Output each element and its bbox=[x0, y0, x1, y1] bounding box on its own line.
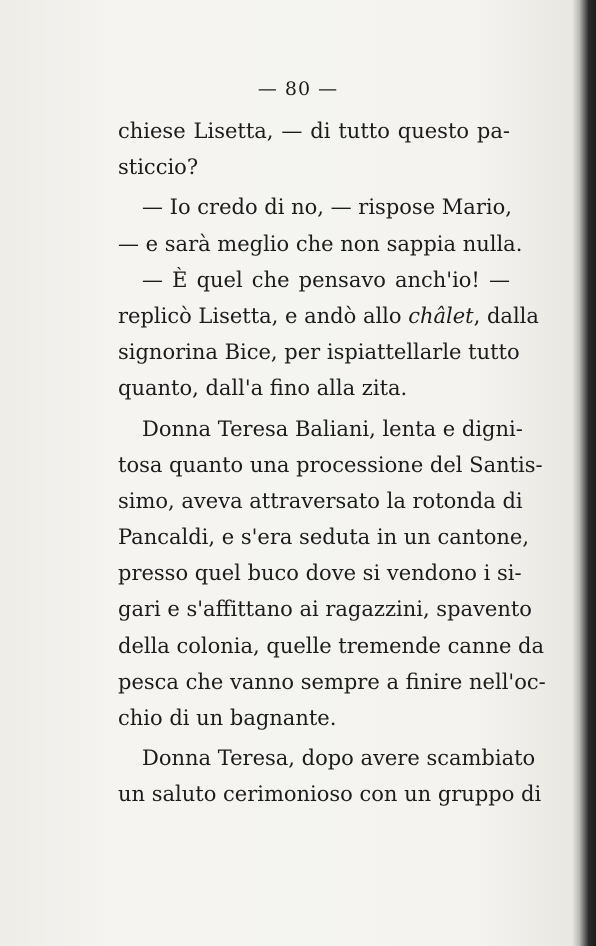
text-line-with-italic bbox=[118, 298, 539, 334]
text-line: — È quel che pensavo anch'io! — bbox=[142, 267, 510, 292]
text-line: chiese Lisetta, — di tutto questo pa- bbox=[118, 119, 510, 143]
text-line: pesca che vanno sempre a finire nell'oc- bbox=[118, 669, 546, 694]
text-line: presso quel buco dove si vendono i si- bbox=[118, 561, 522, 586]
text-segment: , dalla bbox=[473, 303, 539, 328]
page-number: — 80 — bbox=[257, 78, 339, 100]
text-line: Pancaldi, e s'era seduta in un cantone, bbox=[118, 525, 530, 550]
text-line: signorina Bice, per ispiattellarle tutto bbox=[118, 340, 520, 365]
text-line: quanto, dall'a fino alla zita. bbox=[118, 376, 408, 401]
text-line: un saluto cerimonioso con un gruppo di bbox=[118, 782, 542, 807]
binding-shadow bbox=[572, 0, 596, 946]
text-segment: replicò Lisetta, e andò allo bbox=[118, 303, 402, 328]
text-line: — e sarà meglio che non sappia nulla. bbox=[118, 231, 523, 256]
text-line: della colonia, quelle tremende canne da bbox=[118, 633, 545, 658]
text-line: sticcio? bbox=[118, 155, 199, 180]
text-line: chio di un bagnante. bbox=[118, 706, 337, 730]
text-line: gari e s'affittano ai ragazzini, spavento bbox=[118, 597, 532, 622]
text-line: tosa quanto una processione del Santis- bbox=[118, 452, 543, 477]
body-text bbox=[118, 113, 546, 813]
text-line: simo, aveva attraversato la rotonda di bbox=[118, 488, 523, 513]
text-line: Donna Teresa, dopo avere scambiato bbox=[142, 746, 536, 771]
italic-word: châlet bbox=[408, 303, 474, 328]
text-line: — Io credo di no, — rispose Mario, bbox=[142, 195, 512, 220]
text-line: Donna Teresa Baliani, lenta e digni- bbox=[142, 416, 523, 441]
